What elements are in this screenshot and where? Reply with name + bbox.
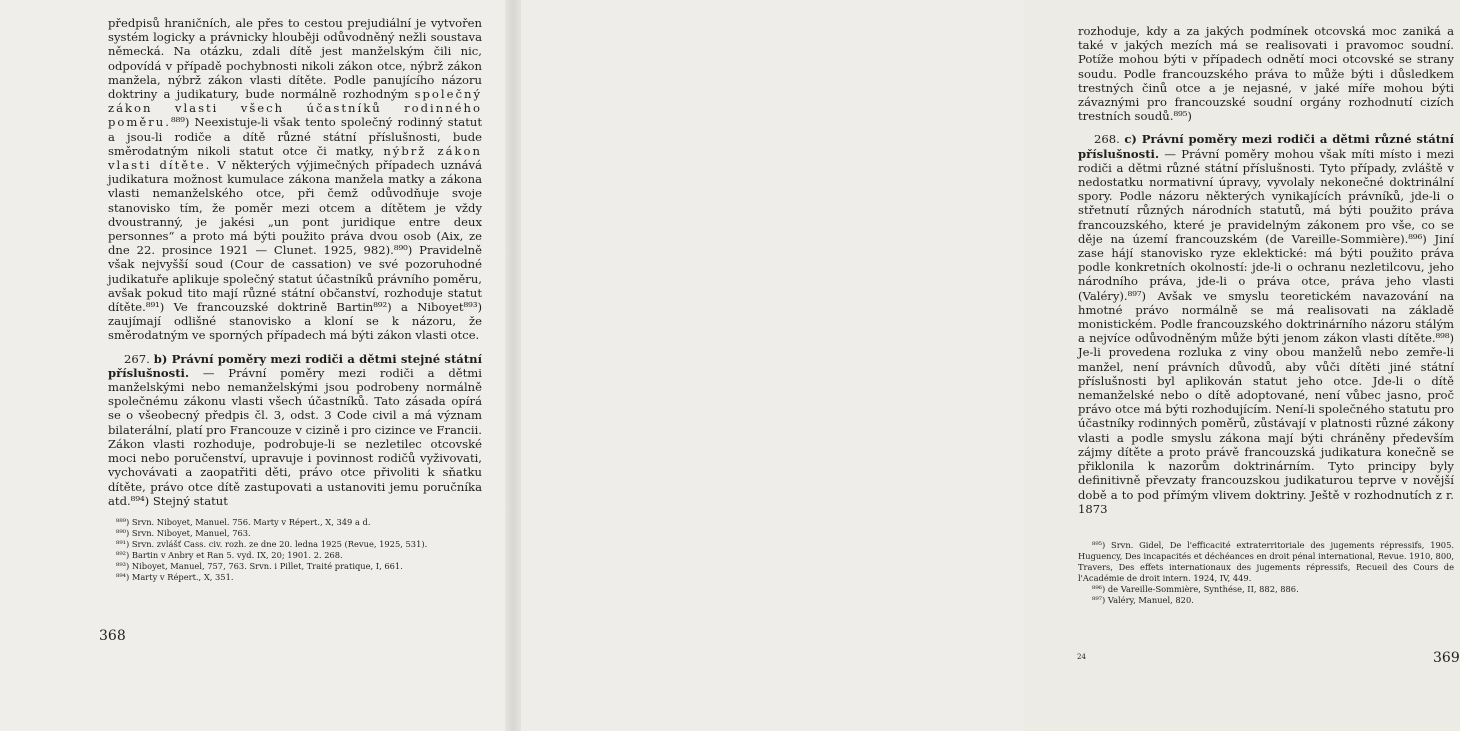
signature-mark: 24 <box>1077 653 1086 661</box>
paragraph-text: ⁸⁸⁹) Neexistuje-li však tento společný rodinný statut a jsou-li rodiče a dítě různé státní příslušnosti, bude směrodatným nikoli statut otce či matky, <box>108 115 482 158</box>
left-text-column <box>108 16 482 508</box>
paragraph: rozhoduje, kdy a za jakých podmínek otcovská moc zaniká a také v jakých mezích má se realisovati i pravomoc soudní. Potíže mohou býti v případech odnětí moci otcovské se strany soudu. Podle francouzského práva to může býti i důsledkem trestných činů otce a je nejasné, v jaké míře mohou býti závaznými pro francouzské soudní orgány rozhodnutí cizích trestních soudů.⁸⁹⁵) <box>1078 24 1454 124</box>
right-page <box>512 0 1460 731</box>
paragraph <box>108 16 482 343</box>
section-268 <box>1078 132 1454 515</box>
footnote: ⁸⁹²) Bartin v Anbry et Ran 5. vyd. IX, 20; 1901. 2. 268. <box>116 550 343 560</box>
paragraph-text: — Právní poměry mezi rodiči a dětmi manželskými nebo nemanželskými jsou podrobeny normálně společnému zákonu vlasti všech účastníků. Tato zásada opírá se o všeobecný předpis čl. 3, odst. 3 Code civil a má význam bilaterální, platí pro Francouze v cizině i pro cizince ve Francii. Zákon vlasti rozhoduje, podrobuje-li se nezletilec otcovské moci nebo poručenství, upravuje i povinnost rodičů vyživovati, vychovávati a zaopatřiti děti, právo otce přivoliti k sňatku dítěte, právo otce dítě zastupovati a ustanoviti jemu poručníka atd.⁸⁹⁴) Stejný statut <box>108 365 482 508</box>
section-number: 268. <box>1094 132 1120 147</box>
footnote: ⁸⁹⁰) Srvn. Niboyet, Manuel, 763. <box>116 528 251 538</box>
footnote: ⁸⁹⁵) Srvn. Gidel, De l'efficacité extraterritoriale des jugements répressifs, 1905. Huguency, Des incapacités et déchéances en droit pénal international, Revue. 1910, 800, Travers, Des effets internationaux des jugements répressifs, Recueil des Cours de l'Académie de droit intern. 1924, IV, 449. <box>1078 540 1455 583</box>
footnote: ⁸⁹⁷) Valéry, Manuel, 820. <box>1092 595 1194 605</box>
spaced-emphasis: společný zákon vlasti všech účastníků rodinného poměru. <box>108 87 482 130</box>
left-footnotes <box>102 517 482 583</box>
right-text-column <box>1078 24 1454 516</box>
spaced-emphasis: nýbrž zákon vlasti dítěte. <box>108 143 482 173</box>
section-number: 267. <box>124 351 150 366</box>
footnote: ⁸⁹³) Niboyet, Manuel, 757, 763. Srvn. i Pillet, Traité pratique, I, 661. <box>116 561 403 571</box>
footnote: ⁸⁹⁴) Marty v Répert., X, 351. <box>116 572 234 582</box>
paragraph-text: — Právní poměry mohou však míti místo i mezi rodiči a dětmi různé státní příslušnosti. Tyto případy, zvláště v nedostatku normativní úpravy, vyvolaly nekonečné doktrinální spory. Podle názoru některých vynikajících právníků, jde-li o střetnutí různých národních statutů, má býti použito práva francouzského, které je pravidelným zákonem pro vše, co se děje na území francouzském (de Vareille-Sommière).⁸⁹⁶) Jiní zase hájí stanovisko ryze eklektické: má býti použito práva podle konkretních okolností: jde-li o ochranu nezletilcovu, jeho národního práva, jde-li o práva otce, práva jeho vlasti (Valéry).⁸⁹⁷) Avšak ve smyslu teoretickém navazování na hmotné právo normálně se má realisovati na základě monistickém. Podle francouzského doktrinárního názoru stálým a nejvíce odůvodněným může býti jenom zákon vlasti dítěte.⁸⁹⁸) Je-li provedena rozluka z viny obou manželů nebo zemře-li manžel, není právních důvodů, aby vůči dítěti jiné státní příslušnosti byl aplikován statut jeho otce. Jde-li o dítě nemanželské nebo o dítě adoptované, není vůbec jasno, proč právo otce má býti rozhodujícím. Není-li společného statutu pro účastníky rodinných poměrů, zůstávají v platnosti různé zákony vlasti a podle smyslu zákona mají býti chráněny především zájmy dítěte a proto právě francouzská judikatura konečně se přiklonila k nazorům doktrinárním. Tyto principy byly definitivně převzaty francouzskou judikaturou teprve v novější době a to pod přímým vlivem doktriny. Ještě v rozhodnutích z r. 1873 <box>1078 146 1454 516</box>
book-gutter <box>505 0 521 731</box>
footnote: ⁸⁹⁶) de Vareille-Sommière, Synthése, II, 882, 886. <box>1092 584 1299 594</box>
page-number: 369 <box>1433 650 1460 666</box>
section-267 <box>108 352 482 508</box>
footnote: ⁸⁸⁹) Srvn. Niboyet, Manuel. 756. Marty v Répert., X, 349 a d. <box>116 517 371 527</box>
paragraph-text: předpisů hraničních, ale přes to cestou prejudiální je vytvořen systém logicky a právnicky hlouběji odůvodněný nežli soustava německá. Na otázku, zdali dítě jest manželským čili nic, odpovídá v případě pochybnosti nikoli zákon otce, nýbrž zákon manžela, nýbrž zákon vlasti dítěte. Podle panujícího názoru doktriny a judikatury, bude normálně rozhodným <box>108 16 482 102</box>
right-footnotes <box>1078 540 1454 606</box>
page-number: 368 <box>99 628 126 644</box>
section-heading: b) Právní poměry mezi rodiči a dětmi stejné státní příslušnosti. <box>108 351 483 380</box>
section-heading: c) Právní poměry mezi rodiči a dětmi různé státní příslušnosti. <box>1078 132 1454 161</box>
paragraph-text: V některých výjimečných případech uznává judikatura možnost kumulace zákona manžela matky a zákona vlasti nemanželského otce, při čemž odůvodňuje svoje stanovisko tím, že poměr mezi otcem a dítětem je vždy dvoustranný, je jakési „un pont juridique entre deux personnes“ a proto má býti použito práva dvou osob (Aix, ze dne 22. prosince 1921 — Clunet. 1925, 982).⁸⁹⁰) Pravidelně však nejvyšší soud (Cour de cassation) ve své pozoruhodné judikatuře aplikuje společný statut účastníků právního poměru, avšak pokud tito mají různé státní občanství, rozhoduje statut dítěte.⁸⁹¹) Ve francouzské doktrině Bartin⁸⁹²) a Niboyet⁸⁹³) zaujímají odlišné stanovisko a kloní se k názoru, že směrodatným ve sporných případech má býti zákon vlasti otce. <box>108 158 482 343</box>
left-page <box>0 0 512 731</box>
footnote: ⁸⁹¹) Srvn. zvlášť Cass. civ. rozh. ze dne 20. ledna 1925 (Revue, 1925, 531). <box>116 539 428 549</box>
